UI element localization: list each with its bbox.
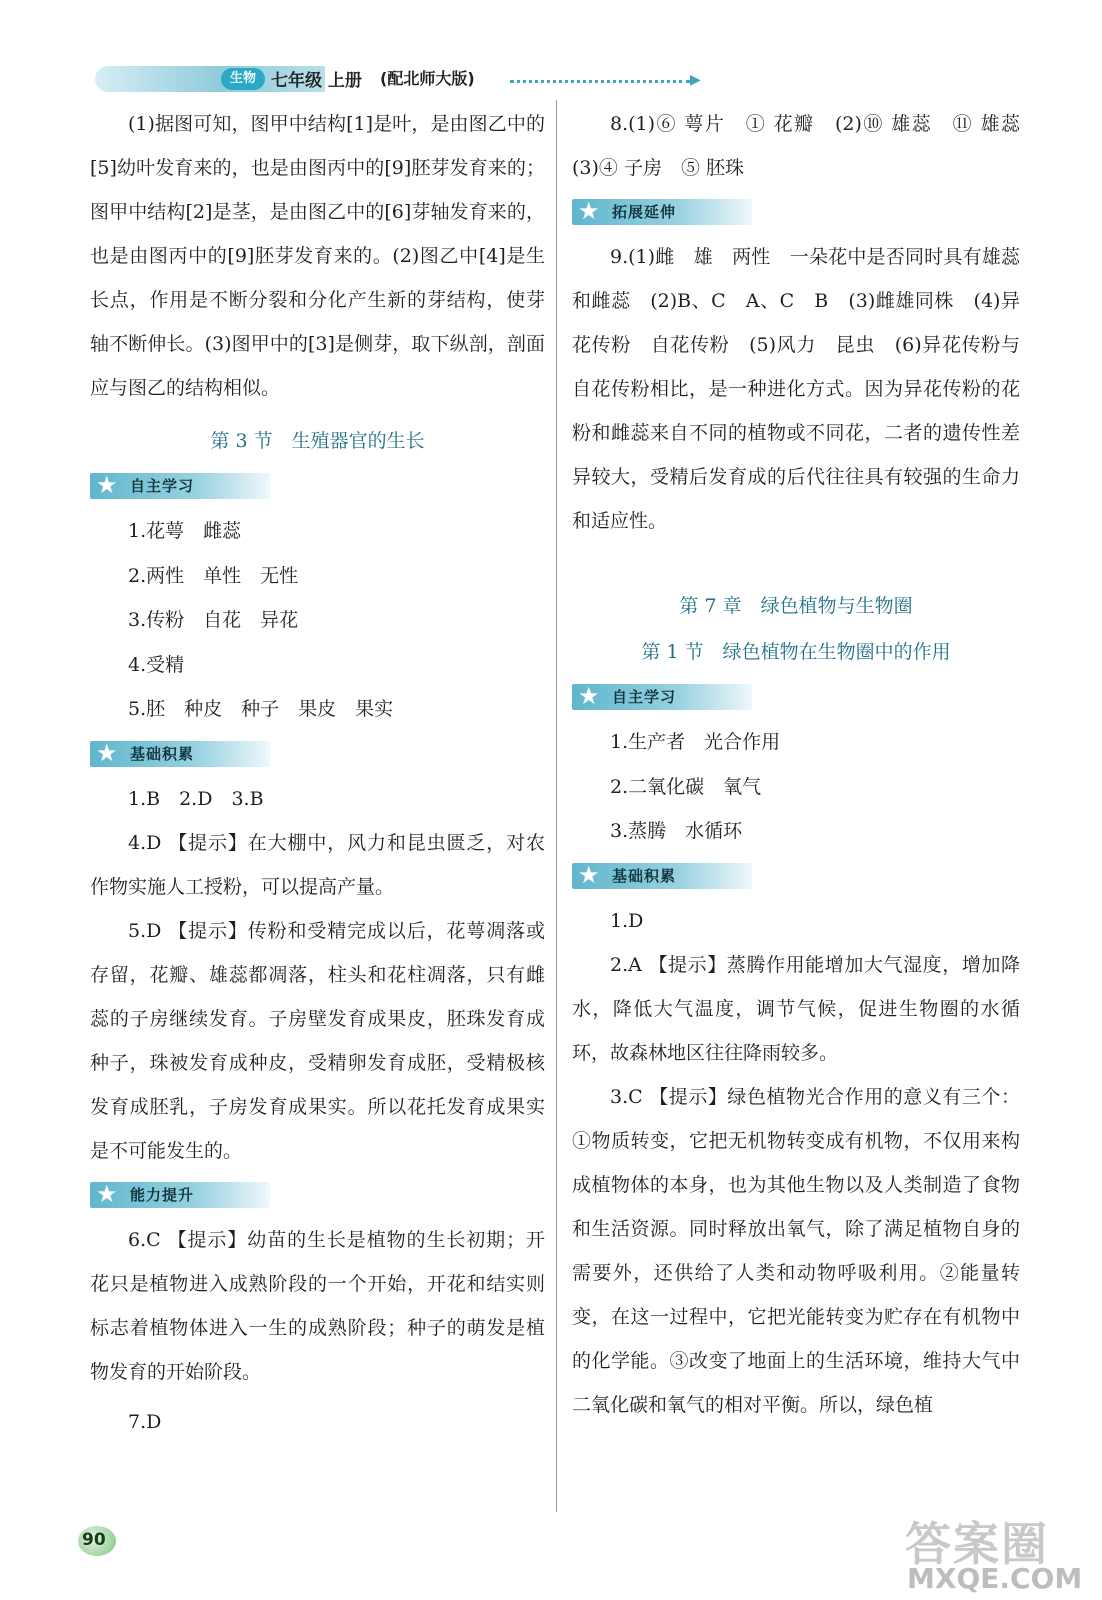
star-icon: ★ [96, 1180, 118, 1208]
answer-line: 1.生产者 光合作用 [610, 731, 781, 753]
header-edition: (配北师大版) [380, 69, 475, 88]
section-badge-tuozhan [572, 199, 752, 225]
badge-label: 拓展延伸 [612, 203, 677, 221]
star-icon: ★ [96, 471, 118, 499]
answer-paragraph: 6.C 【提示】幼苗的生长是植物的生长初期；开花只是植物进入成熟阶段的一个开始，开花和结实则标志着植物体进入一生的成熟阶段；种子的萌发是植物发育的开始阶段。 [90, 1229, 545, 1383]
answer-paragraph: 9.(1)雌 雄 两性 一朵花中是否同时具有雄蕊和雌蕊 (2)B、C A、C B (3)雌雄同株 (4)异花传粉 自花传粉 (5)风力 昆虫 (6)异花传粉与自花传粉相比，是一种进化方式。因为异花传粉的花粉和雌蕊来自不同的植物或不同花，二者的遗传性差异较大，受精后发育成的后代往往具有较强的生命力和适应性。 [572, 246, 1020, 532]
arrow-right-icon: ▶ [690, 72, 701, 88]
header-dotted-line [510, 80, 690, 83]
answer-line: 1.花萼 雌蕊 [128, 520, 242, 542]
answer-paragraph: 5.D 【提示】传粉和受精完成以后，花萼凋落或存留，花瓣、雄蕊都凋落，柱头和花柱凋落，只有雌蕊的子房继续发育。子房壁发育成果皮，胚珠发育成种子，珠被发育成种皮，受精卵发育成胚，受精极核发育成胚乳，子房发育成果实。所以花托发育成果实是不可能发生的。 [90, 920, 545, 1162]
answer-line: 2.二氧化碳 氧气 [610, 775, 762, 798]
page-number: 90 [82, 1530, 106, 1550]
running-header [95, 52, 725, 100]
answer-line: 7.D [128, 1411, 162, 1433]
answer-line: 4.受精 [128, 653, 185, 676]
section-badge-jichu [90, 738, 270, 767]
section-title: 第 3 节 生殖器官的生长 [210, 430, 425, 452]
star-icon: ★ [96, 738, 118, 767]
watermark-text: 答案圈 [905, 1517, 1049, 1571]
answer-line: 1.B 2.D 3.B [128, 787, 264, 810]
column-divider [556, 100, 557, 1512]
section-title: 第 1 节 绿色植物在生物圈中的作用 [641, 641, 951, 663]
answer-line: 1.D [610, 909, 644, 932]
badge-label: 基础积累 [612, 866, 677, 885]
badge-label: 自主学习 [130, 477, 195, 495]
badge-label: 自主学习 [612, 688, 677, 706]
watermark-url: MXQE.COM [907, 1562, 1083, 1595]
answer-paragraph: 2.A 【提示】蒸腾作用能增加大气湿度，增加降水，降低大气温度，调节气候，促进生物圈的水循环，故森林地区往往降雨较多。 [572, 954, 1020, 1064]
watermark [905, 1508, 1095, 1596]
answer-line: 2.两性 单性 无性 [128, 564, 299, 587]
answer-paragraph: 8.(1)⑥ 萼片 ① 花瓣 (2)⑩ 雄蕊 ⑪ 雄蕊 (3)④ 子房 ⑤ 胚珠 [572, 113, 1040, 179]
answer-paragraph: (1)据图可知，图甲中结构[1]是叶，是由图乙中的[5]幼叶发育来的，也是由图丙中的[9]胚芽发育来的；图甲中结构[2]是茎，是由图乙中的[6]芽轴发育来的，也是由图丙中的[9]胚芽发育来的。(2)图乙中[4]是生长点，作用是不断分裂和分化产生新的芽结构，使芽轴不断伸长。(3)图甲中的[3]是侧芽，取下纵剖，剖面应与图乙的结构相似。 [90, 113, 545, 399]
section-badge-zizhu [572, 684, 752, 710]
answer-line: 3.传粉 自花 异花 [128, 609, 299, 631]
left-column [90, 102, 545, 1445]
page-number-badge [78, 1520, 122, 1556]
section-badge-nengli [90, 1182, 270, 1208]
badge-label: 能力提升 [130, 1186, 195, 1204]
answer-line: 3.蒸腾 水循环 [610, 820, 743, 842]
answer-paragraph: 4.D 【提示】在大棚中，风力和昆虫匮乏，对农作物实施人工授粉，可以提高产量。 [90, 832, 545, 898]
answer-line: 5.胚 种皮 种子 果皮 果实 [128, 698, 394, 720]
section-badge-jichu [572, 860, 752, 889]
answer-paragraph: 3.C 【提示】绿色植物光合作用的意义有三个：①物质转变，它把无机物转变成有机物，不仅用来构成植物体的本身，也为其他生物以及人类制造了食物和生活资源。同时释放出氧气，除了满足植物自身的需要外，还供给了人类和动物呼吸利用。②能量转变，在这一过程中，它把光能转变为贮存在有机物中的化学能。③改变了地面上的生活环境，维持大气中二氧化碳和氧气的相对平衡。所以，绿色植 [572, 1086, 1020, 1416]
subject-tag: 生物 [221, 68, 265, 90]
star-icon: ★ [578, 682, 600, 710]
star-icon: ★ [578, 860, 600, 889]
badge-label: 基础积累 [130, 744, 195, 763]
section-badge-zizhu [90, 473, 270, 499]
right-column [572, 102, 1040, 1427]
chapter-title: 第 7 章 绿色植物与生物圈 [679, 595, 913, 617]
header-grade: 七年级 上册 [271, 71, 362, 91]
star-icon: ★ [578, 197, 600, 225]
